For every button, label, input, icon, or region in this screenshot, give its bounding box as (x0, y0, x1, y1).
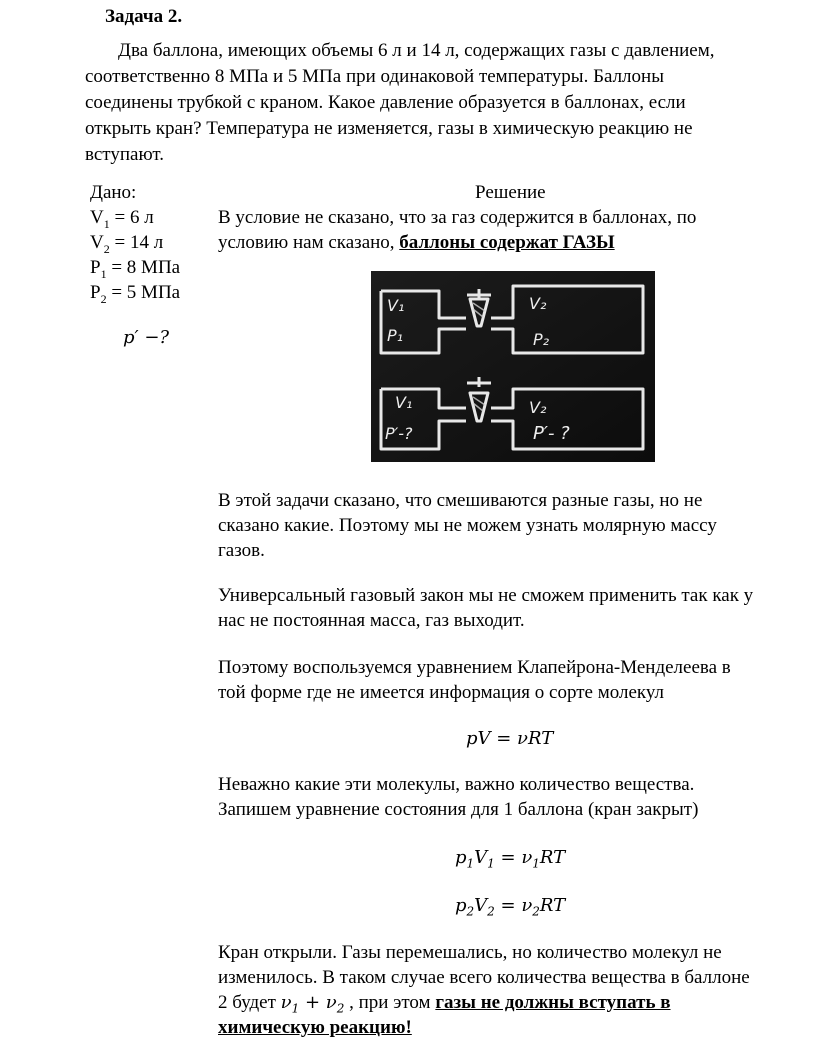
chalkboard-drawing (371, 271, 655, 462)
given-p2: $P_2 = 5$ МПа (90, 282, 181, 306)
solution-intro-line-2: условию нам сказано, баллоны содержат ГАЗЫ (218, 232, 615, 253)
equation-tank-2: $p_2V_2 = \nu_2RT$ (455, 895, 566, 919)
para2-line-2: нас не постоянная масса, газ выходит. (218, 610, 525, 631)
emphasis-no-reaction-1: газы не должны вступать в (435, 992, 671, 1013)
para1-line-3: газов. (218, 540, 265, 561)
para4-line-2: Запишем уравнение состояния для 1 баллона (кран закрыт) (218, 799, 699, 820)
statement-line-3: соединены трубкой с краном. Какое давление образуется в баллонах, если (85, 92, 686, 113)
given-find: p′ −? (123, 327, 170, 348)
board-label-v1-bottom: V₁ (395, 393, 413, 412)
para5-line-3: 2 будет $\nu_1 + \nu_2$ , при этом газы не должны вступать в (218, 992, 671, 1016)
task-title: Задача 2. (105, 6, 183, 27)
statement-line-5: вступают. (85, 144, 165, 165)
board-label-p1-top: P₁ (387, 326, 404, 345)
statement-line-4: открыть кран? Температура не изменяется, газы в химическую реакцию не (85, 118, 693, 139)
board-label-v2-bottom: V₂ (529, 398, 547, 417)
given-label: Дано: (90, 182, 137, 203)
given-v2: $V_2 = 14$ л (90, 232, 164, 256)
board-label-p-bottom-left: P′-? (385, 424, 413, 443)
para1-line-1: В этой задачи сказано, что смешиваются разные газы, но не (218, 490, 703, 511)
board-label-v1-top: V₁ (387, 296, 405, 315)
para3-line-1: Поэтому воспользуемся уравнением Клапейрона-Менделеева в (218, 657, 731, 678)
board-label-v2-top: V₂ (529, 294, 547, 313)
equation-tank-1: $p_1V_1 = \nu_1RT$ (455, 847, 566, 871)
board-label-p2-top: P₂ (533, 330, 550, 349)
emphasis-gases: баллоны содержат ГАЗЫ (399, 232, 615, 253)
solution-intro-line-1: В условие не сказано, что за газ содержится в баллонах, по (218, 207, 697, 228)
para5-line-1: Кран открыли. Газы перемешались, но количество молекул не (218, 942, 722, 963)
statement-line-2: соответственно 8 МПа и 5 МПа при одинаковой температуры. Баллоны (85, 66, 664, 87)
emphasis-no-reaction-2: химическую реакцию! (218, 1017, 412, 1038)
board-label-p-bottom-right: P′- ? (533, 423, 570, 444)
chalkboard-diagram (371, 271, 655, 462)
sum-nu: $\nu_1 + \nu_2$ (280, 992, 345, 1016)
para5-line-2: изменилось. В таком случае всего количества вещества в баллоне (218, 967, 750, 988)
para1-line-2: сказано какие. Поэтому мы не можем узнать молярную массу (218, 515, 717, 536)
equation-main: pV = νRT (466, 728, 554, 749)
para2-line-1: Универсальный газовый закон мы не сможем применить так как у (218, 585, 754, 606)
given-p1: $P_1 = 8$ МПа (90, 257, 181, 281)
statement-line-1: Два баллона, имеющих объемы 6 л и 14 л, содержащих газы с давлением, (118, 40, 715, 61)
solution-heading: Решение (475, 182, 546, 203)
given-v1: $V_1 = 6$ л (90, 207, 154, 231)
para4-line-1: Неважно какие эти молекулы, важно количество вещества. (218, 774, 695, 795)
para3-line-2: той форме где не имеется информация о сорте молекул (218, 682, 664, 703)
